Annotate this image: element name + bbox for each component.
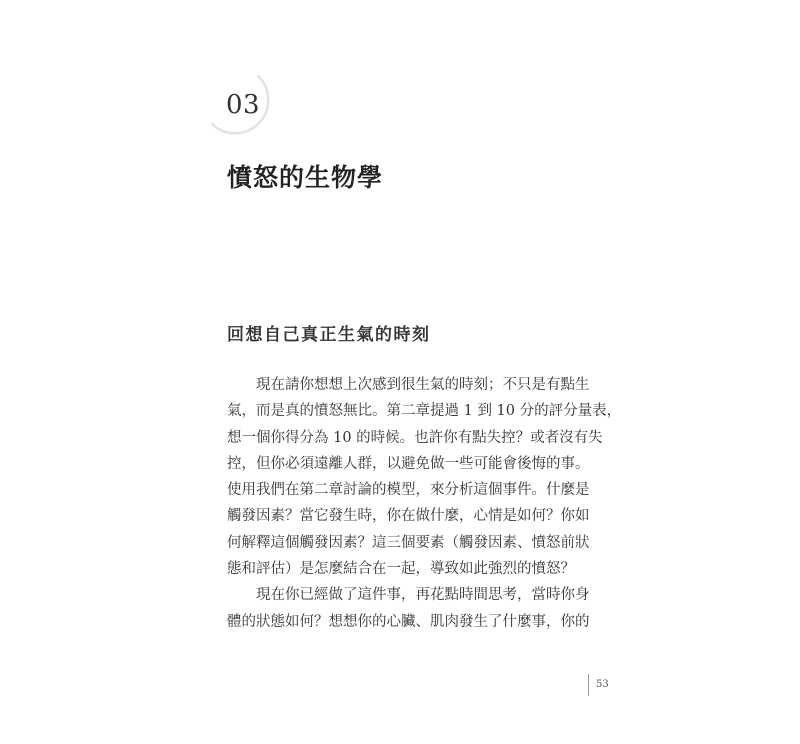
paragraph-1 — [227, 372, 622, 582]
text-line: 控，但你必須遠離人群，以避免做一些可能會後悔的事。 — [227, 455, 590, 472]
text-line: 體的狀態如何？想想你的心臟、肌肉發生了什麼事，你的 — [227, 613, 590, 630]
text-line: 何解釋這個觸發因素？這三個要素（觸發因素、憤怒前狀 — [227, 534, 590, 551]
paragraph-2 — [227, 582, 590, 635]
text-line: 態和評估）是怎麼結合在一起，導致如此強烈的憤怒？ — [227, 561, 575, 578]
section-heading: 回想自己真正生氣的時刻 — [227, 325, 431, 345]
text-line: 使用我們在第二章討論的模型，來分析這個事件。什麼是 — [227, 482, 590, 499]
text-line: 觸發因素？當它發生時，你在做什麼，心情是如何？你如 — [227, 508, 590, 525]
text-line: 想一個你得分為 10 的時候。也許你有點失控？或者沒有失 — [227, 429, 603, 446]
body-text — [227, 372, 622, 635]
text-line: 氣，而是真的憤怒無比。第二章提過 1 到 10 分的評分量表， — [227, 403, 622, 420]
text-line: 現在請你想想上次感到很生氣的時刻；不只是有點生 — [256, 377, 590, 393]
text-line: 現在你已經做了這件事，再花點時間思考，當時你身 — [256, 587, 590, 604]
page-number: 53 — [596, 679, 609, 690]
folio-divider — [588, 674, 589, 696]
chapter-title: 憤怒的生物學 — [227, 163, 384, 192]
chapter-number: 03 — [226, 90, 261, 120]
